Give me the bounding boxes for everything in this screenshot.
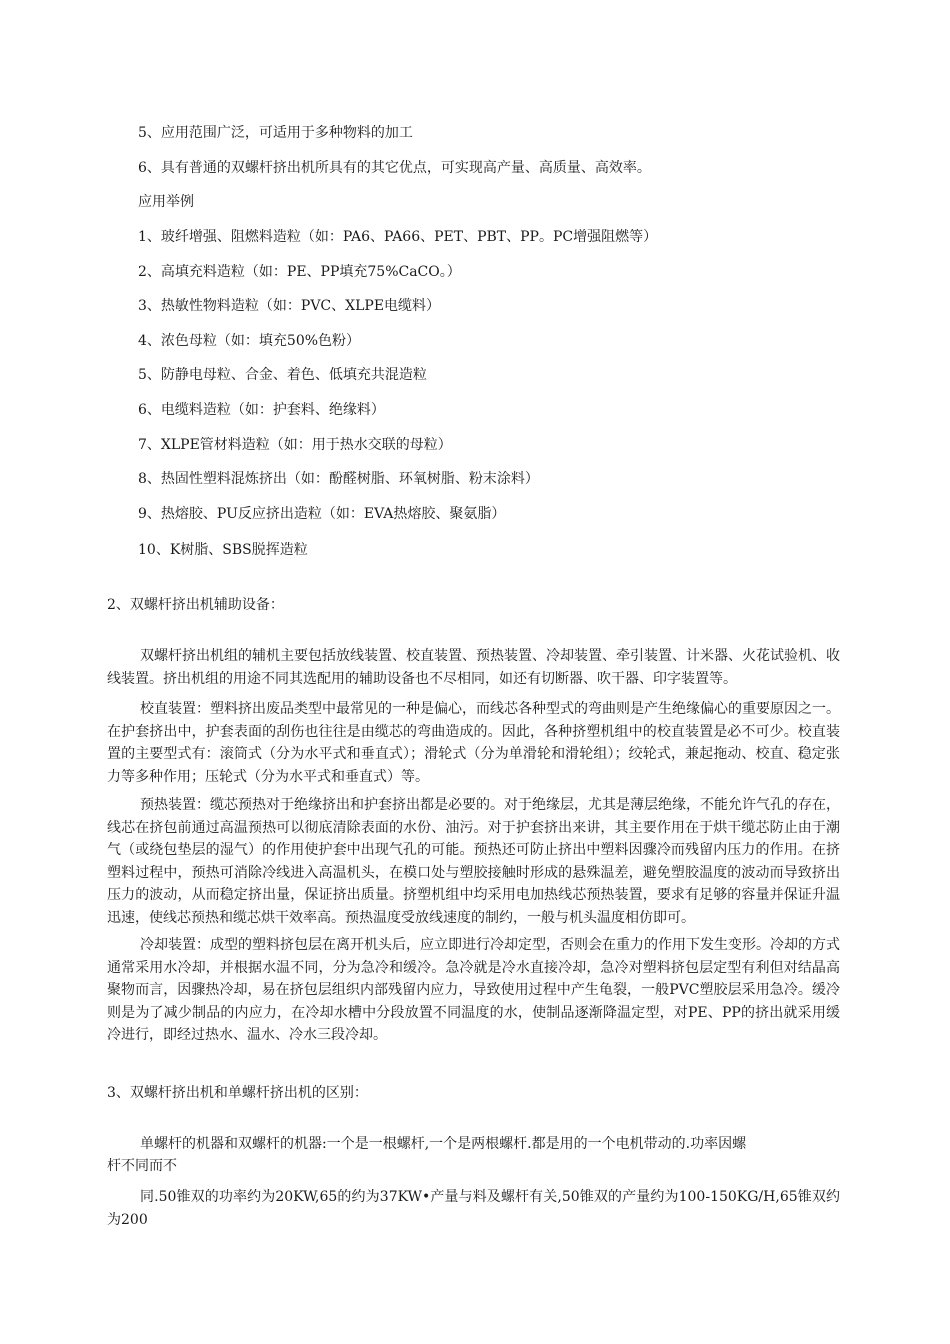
section-2-paragraph-4 xyxy=(107,934,840,1047)
section-3-paragraph-2: 同.50锥双的功率约为20KW,65的约为37KW•产量与料及螺杆有关,50锥双的产量约为100-150KG/H,65锥双约为200 xyxy=(107,1189,840,1228)
example-item-5: 5、防静电母粒、合金、着色、低填充共混造粒 xyxy=(138,367,427,383)
section-2-paragraph-3 xyxy=(107,794,840,929)
section-2-paragraph-2-text: 校直装置：塑料挤出废品类型中最常见的一种是偏心，而线芯各种型式的弯曲则是产生绝缘偏心的重要原因之一。在护套挤出中，护套表面的刮伤也往往是由缆芯的弯曲造成的。因此，各种挤塑机组中的校直装置是必不可少。校直装置的主要型式有：滚筒式（分为水平式和垂直式）；滑轮式（分为单滑轮和滑轮组）；绞轮式，兼起拖动、校直、稳定张力等多种作用；压轮式（分为水平式和垂直式）等。 xyxy=(107,701,840,785)
section-2-heading: 2、双螺杆挤出机辅助设备： xyxy=(107,597,284,613)
section-2-paragraph-3-text: 预热装置：缆芯预热对于绝缘挤出和护套挤出都是必要的。对于绝缘层，尤其是薄层绝缘，不能允许气孔的存在，线芯在挤包前通过高温预热可以彻底清除表面的水份、油污。对于护套挤出来讲，其主要作用在于烘干缆芯防止由于潮气（或绕包垫层的湿气）的作用使护套中出现气孔的可能。预热还可防止挤出中塑料因骤冷而残留内压力的作用。在挤塑料过程中，预热可消除冷线进入高温机头，在模口处与塑胶接触时形成的悬殊温差，避免塑胶温度的波动而导致挤出压力的波动，从而稳定挤出量，保证挤出质量。挤塑机组中均采用电加热线芯预热装置，要求有足够的容量并保证升温迅速，使线芯预热和缆芯烘干效率高。预热温度受放线速度的制约，一般与机头温度相仿即可。 xyxy=(107,797,840,926)
section-3-heading: 3、双螺杆挤出机和单螺杆挤出机的区别： xyxy=(107,1085,368,1101)
example-item-4: 4、浓色母粒（如：填充50%色粉） xyxy=(138,333,361,349)
section-3-paragraph-1-line-1: 单螺杆的机器和双螺杆的机器:一个是一根螺杆,一个是两根螺杆.都是用的一个电机带动的.功率因螺 xyxy=(140,1136,747,1152)
intro-item-5: 5、应用范围广泛，可适用于多种物料的加工 xyxy=(138,125,413,141)
intro-item-6: 6、具有普通的双螺杆挤出机所具有的其它优点，可实现高产量、高质量、高效率。 xyxy=(138,160,651,176)
section-2-paragraph-1-text: 双螺杆挤出机组的辅机主要包括放线装置、校直装置、预热装置、冷却装置、牵引装置、计米器、火花试验机、收线装置。挤出机组的用途不同其选配用的辅助设备也不尽相同，如还有切断器、吹干器、印字装置等。 xyxy=(107,648,840,687)
example-item-1: 1、玻纤增强、阻燃料造粒（如：PA6、PA66、PET、PBT、PP。PC增强阻燃等） xyxy=(138,229,658,245)
example-item-9: 9、热熔胶、PU反应挤出造粒（如：EVA热熔胶、聚氨脂） xyxy=(138,506,506,522)
examples-title: 应用举例 xyxy=(138,194,194,210)
example-item-8: 8、热固性塑料混炼挤出（如：酚醛树脂、环氧树脂、粉末涂料） xyxy=(138,471,539,487)
section-2-paragraph-2 xyxy=(107,698,840,788)
section-2-paragraph-4-text: 冷却装置：成型的塑料挤包层在离开机头后，应立即进行冷却定型，否则会在重力的作用下发生变形。冷却的方式通常采用水冷却，并根据水温不同，分为急冷和缓冷。急冷就是冷水直接冷却，急冷对塑料挤包层定型有利但对结晶高聚物而言，因骤热冷却，易在挤包层组织内部残留内应力，导致使用过程中产生龟裂，一般PVC塑胶层采用急冷。缓冷则是为了减少制品的内应力，在冷却水槽中分段放置不同温度的水，使制品逐渐降温定型，对PE、PP的挤出就采用缓冷进行，即经过热水、温水、冷水三段冷却。 xyxy=(107,937,840,1043)
example-item-10: 10、K树脂、SBS脱挥造粒 xyxy=(138,542,308,558)
section-2-paragraph-1 xyxy=(107,645,840,690)
example-item-3: 3、热敏性物料造粒（如：PVC、XLPE电缆料） xyxy=(138,298,441,314)
example-item-7: 7、XLPE管材料造粒（如：用于热水交联的母粒） xyxy=(138,437,452,453)
section-3-paragraph-1-line-2: 杆不同而不 xyxy=(107,1158,177,1174)
example-item-6: 6、电缆料造粒（如：护套料、绝缘料） xyxy=(138,402,385,418)
example-item-2: 2、高填充料造粒（如：PE、PP填充75%CaCO。） xyxy=(138,264,461,280)
